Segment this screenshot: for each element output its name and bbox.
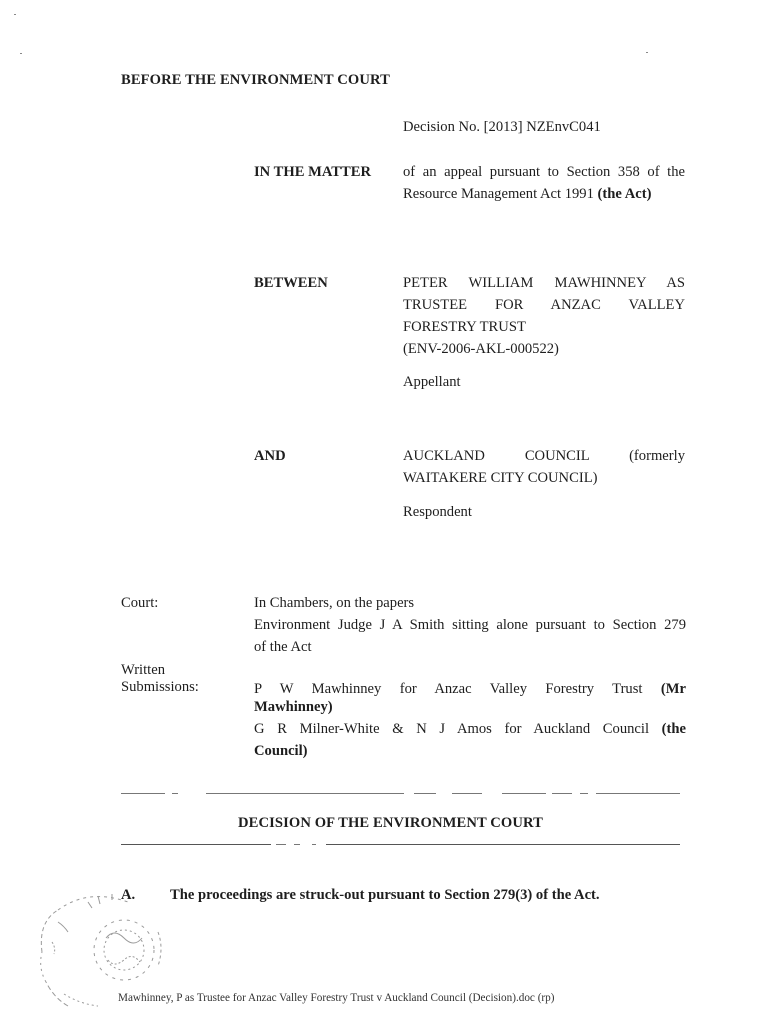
appellant-role: Appellant <box>403 374 461 390</box>
submission-entry1-text: P W Mawhinney for Anzac Valley Forestry Trust <box>254 681 643 697</box>
decision-number: Decision No. [2013] NZEnvC041 <box>403 119 601 135</box>
submission-entry2-line2: Council) <box>254 743 308 759</box>
court-line3: of the Act <box>254 639 312 655</box>
court-details <box>254 592 686 658</box>
court-heading: BEFORE THE ENVIRONMENT COURT <box>121 72 390 88</box>
submission-entry-council <box>254 718 686 762</box>
order-letter: A. <box>121 887 136 903</box>
footer-filename: Mawhinney, P as Trustee for Anzac Valley Forestry Trust v Auckland Council (Decision).doc (rp) <box>118 992 555 1004</box>
respondent-role: Respondent <box>403 504 472 520</box>
between-label: BETWEEN <box>254 275 328 291</box>
matter-text-line1: of an appeal pursuant to Section 358 of the <box>403 164 685 180</box>
matter-text <box>403 161 685 205</box>
submission-entry2-text: G R Milner-White & N J Amos for Auckland Council <box>254 721 649 737</box>
matter-act-short: (the Act) <box>597 186 652 202</box>
scan-speck <box>20 53 22 54</box>
submission-entry1-short-open: (Mr <box>660 681 686 697</box>
order-text: The proceedings are struck-out pursuant to Section 279(3) of the Act. <box>170 887 600 903</box>
scan-speck <box>646 52 648 53</box>
submission-entry2-line1 <box>254 718 686 740</box>
matter-text-line2 <box>403 183 685 205</box>
submission-entry1-line2: Mawhinney) <box>254 699 333 715</box>
submission-entry1-line1 <box>254 680 686 698</box>
respondent-line1: AUCKLAND COUNCIL (formerly <box>403 448 685 464</box>
respondent-block <box>403 445 685 489</box>
court-line2: Environment Judge J A Smith sitting alone pursuant to Section 279 <box>254 617 686 633</box>
submissions-label-line1: Written <box>121 662 165 678</box>
matter-act-name: Resource Management Act 1991 <box>403 186 594 202</box>
appellant-line1: PETER WILLIAM MAWHINNEY AS <box>403 275 685 291</box>
matter-label: IN THE MATTER <box>254 164 372 180</box>
appellant-line2: TRUSTEE FOR ANZAC VALLEY <box>403 297 685 313</box>
submission-entry2-short-open: (the <box>661 721 686 737</box>
and-label: AND <box>254 448 286 464</box>
appellant-line3: FORESTRY TRUST <box>403 319 526 335</box>
appellant-reference: (ENV-2006-AKL-000522) <box>403 341 559 357</box>
submissions-label-line2: Submissions: <box>121 679 199 695</box>
court-line1: In Chambers, on the papers <box>254 595 415 611</box>
decision-heading: DECISION OF THE ENVIRONMENT COURT <box>238 815 543 831</box>
appellant-block <box>403 272 685 360</box>
submissions-label <box>121 662 199 696</box>
scan-speck <box>14 14 16 15</box>
court-label: Court: <box>121 595 159 611</box>
submission-entry-appellant <box>254 680 686 716</box>
respondent-line2: WAITAKERE CITY COUNCIL) <box>403 470 598 486</box>
